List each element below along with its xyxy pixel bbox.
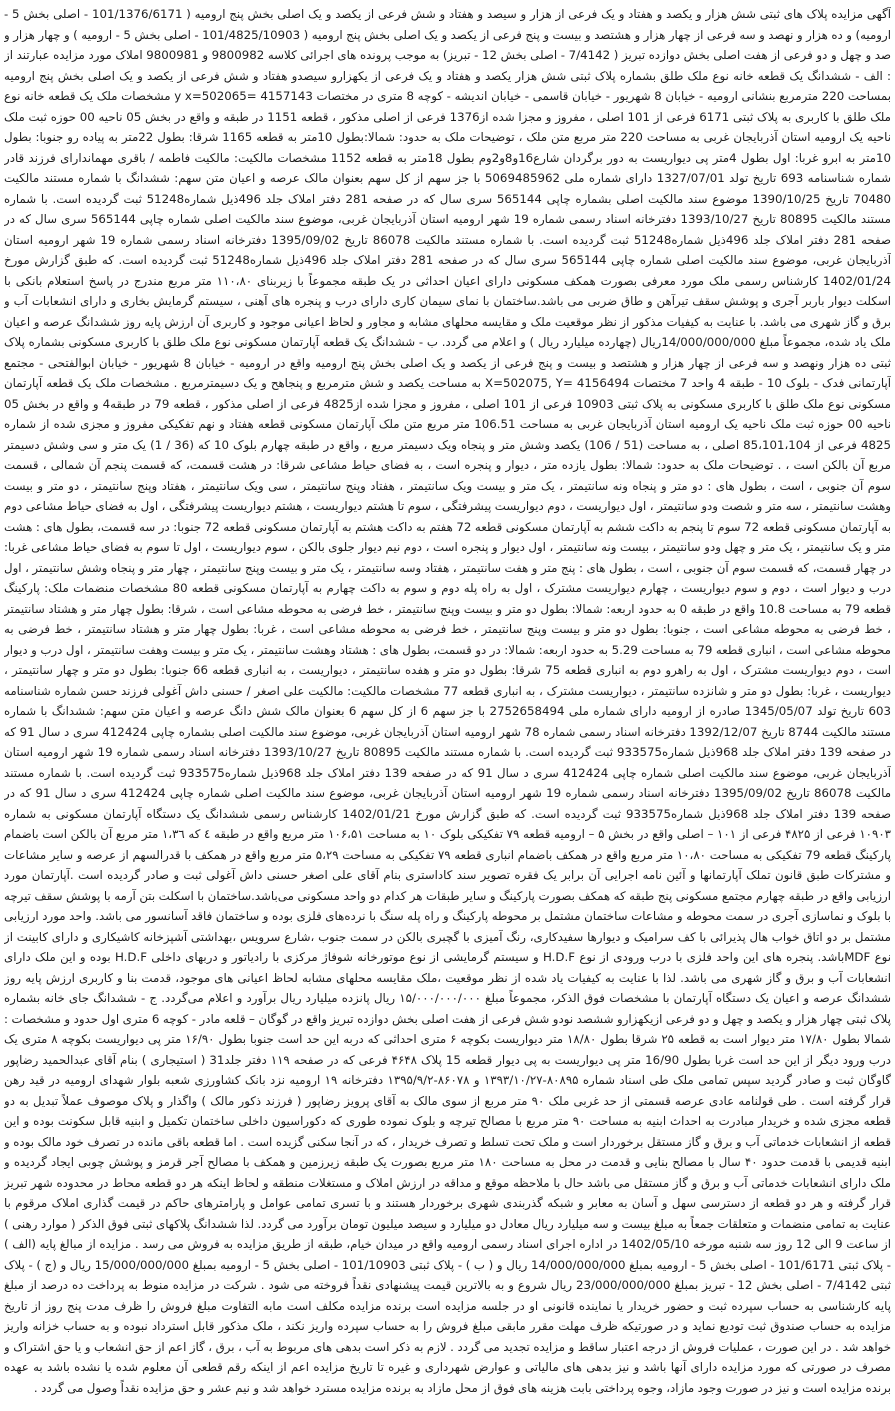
auction-notice-text xyxy=(4,4,891,1406)
notice-paragraph: آگهی مزایده پلاک های ثبتی شش هزار و یکصد و هفتاد و یک فرعی از هزار و سیصد و هفتاد و شش فرعی از یکصد و یک اصلی بخش پنج ارومیه ( 101/1376/6171 - اصلی بخش 5 - ارومیه) و ده هزار و نهصد و سه فرعی از چهار هزار و هشتصد و بیست و پنج فرعی از یکصد و یک اصلی بخش پنج ارومیه ( 101/4825/10903 - اصلی بخش 5 - ارومیه ) و چهار هزار و صد و چهل و دو فرعی از هفت اصلی بخش دوازده تبریز ( 7/4142 - اصلی بخش 12 - تبریز) به موجب پرونده های اجرائی کلاسه 9800982 و 9800981 املاک مورد مزایده عبارتند از : الف - ششدانگ یک قطعه خانه نوع ملک طلق بشماره پلاک ثبتی شش هزار یکصد و هفتاد و یک فرعی از یکهزارو سیصدو هفتاد و شش فرعی از یکصد و یک اصلی بخش پنج ارومیه بمساحت 220 مترمربع بنشانی ارومیه - خیابان 8 شهریور - خیابان قاسمی - خیابان اندیشه - کوچه 8 متری در مختصات 4157143 =y x=502065 مشخصات ملک یک قطعه خانه نوع ملک طلق با کاربری به پلاک ثبتی 6171 فرعی از 101 اصلی ، مفروز و مجزا شده از1376 فرعی از اصلی مذکور ، قطعه 1151 در طبقه و واقع در بخش 05 ناحیه 00 حوزه ثبت ملک ناحیه یک ارومیه استان آذربایجان غربی به مساحت 220 متر مربع متن ملک ، توضیحات ملک به حدود: شمالا:بطول 10متر به قطعه 1165 شرقا: بطول 22متر به پیاده رو جنوبا: بطول 10متر به ابرو غربا: اول بطول 4متر پی دیواریست به دور برگردان شارع16و8و2وم بطول 18متر به قطعه 1152 مشخصات مالکیت: مالکیت فاطمه / باقری مهماندارای فرزند قادر شماره شناسنامه 693 تاریخ تولد 1327/07/01 دارای شماره ملی 5069485962 با جز سهم از کل سهم بعنوان مالک عرصه و اعیان متن سهم: ششدانگ با شماره مستند مالکیت 70480 تاریخ 1390/10/25 موضوع سند مالکیت اصلی بشماره چاپی 565144 سری سال که در صفحه 281 دفتر املاک جلد 496ذیل شماره51248 ثبت گردیده است. با شماره مستند مالکیت 80895 تاریخ 1393/10/27 دفترخانه اسناد رسمی شماره 19 شهر ارومیه استان آذربایجان غربی، موضوع سند مالکیت اصلی شماره چاپی 565144 سری سال که در صفحه 281 دفتر املاک جلد 496ذیل شماره51248 ثبت گردیده است. با شماره مستند مالکیت 86078 تاریخ 1395/09/02 دفترخانه اسناد رسمی شماره 19 شهر ارومیه استان آذربایجان غربی، موضوع سند مالکیت اصلی شماره چاپی 565144 سری سال که در صفحه 281 دفتر املاک جلد 496ذیل شماره51248 ثبت گردیده است. که طبق گزارش مورخ 1402/01/24 کارشناس رسمی ملک مورد معرفی بصورت همکف مسکونی دارای اعیان احداثی در یک طبقه مجموعاً با زیربنای ۱۱۰،۸۰ متر مربع مندرج در پاسخ استعلام بانکی با اسکلت دیوار باربر آجری و پوشش سقف تیرآهن و طاق ضربی می باشد.ساختمان با نمای سیمان کاری دارای درب و پنجره های آهنی ، سیستم گرمایش بخاری و دارای انشعابات آب و برق و گاز شهری می باشد. با عنایت به کیفیات مذکور از نظر موقعیت ملک و مقایسه محلهای مشابه و مجاور و لحاظ اعیانی موجود و کاربری آن ارزش پایه روز ششدانگ عرصه و اعیان ملک یاد شده، مجموعاً مبلغ 14/000/000/000ریال (چهارده میلیارد ریال ) و اعلام می گردد. ب - ششدانگ یک قطعه آپارتمان مسکونی نوع ملک طلق با کاربری مسکونی بشماره پلاک ثبتی ده هزار ونهصد و سه فرعی از چهار هزار و هشتصد و بیست و پنج فرعی از یکصد و یک اصلی بخش پنج ارومیه واقع در ارومیه - خیابان 8 شهریور - خیابان ابوالفتحی - مجتمع آپارتمانی فدک - بلوک 10 - طبقه 4 واحد 7 مختصات X=502075, Y= 4156494 به مساحت یکصد و شش مترمربع و پنجاهح و یک دسیمترمربع . مشخصات ملک یک قطعه آپارتمان مسکونی نوع ملک طلق با کاربری مسکونی به پلاک ثبتی 10903 فرعی از 101 اصلی ، مفروز و مجزا شده از4825 فرعی از اصلی مذکور ، قطعه 79 در طبقه4 و واقع در بخش 05 ناحیه 00 حوزه ثبت ملک ناحیه یک ارومیه استان آذربایجان غربی به مساحت 106.51 متر مربع متن ملک آپارتمان مسکونی قطعه هفتاد و نهم تفکیکی مفروز و مجزی شده از شماره 4825 فرعی از 85،101،104 اصلی ، به مساحت (51 / 106) یکصد وشش متر و پنجاه ویک دسیمتر مربع ، واقع در طبقه چهارم بلوک 10 که (36 / 1) یک متر و سی وشش دسیمتر مربع آن بالکن است ، . توضیحات ملک به حدود: شمالا: بطول یازده متر ، دیوار و پنجره است ، به فضای حیاط مشاعی شرقا: در هشت قسمت، که قسمت پنجم آن شمالی ، قسمت سوم آن جنوبی ، است ، بطول های : دو متر و پنجاه ونه سانتیمتر ، یک متر و بیست ویک سانتیمتر ، هفتاد وپنج سانتیمتر ، سی ویک سانتیمتر ، هفتاد وپنج سانتیمتر ، دو متر و بیست وهشت سانتیمتر ، سه متر و شصت ودو سانتیمتر ، اول دیواریست ، دوم دیواریست پیشرفتگی ، سوم تا هشتم دیواریست ، هشتم دیواریست پیشرفتگی ، اول به فضای حیاط مشاعی دوم به آپارتمان مسکونی قطعه 72 سوم تا پنجم به داکت ششم به آپارتمان مسکونی قطعه 72 هفتم به داکت هشتم به آپارتمان مسکونی قطعه 72 جنوبا: در سه قسمت، بطول های : هشت متر و یک سانتیمتر ، یک متر و چهل ودو سانتیمتر ، بیست ونه سانتیمتر ، اول دیوار و پنجره است ، دوم نیم دیوار جلوی بالکن ، سوم دیواریست ، اول تا سوم به فضای حیاط مشاعی غربا: در چهار قسمت، که قسمت سوم آن جنوبی ، است ، بطول های : پنج متر و هفت سانتیمتر ، هفتاد وسه سانتیمتر ، یک متر و بیست وپنج سانتیمتر ، چهار متر و پنجاه وشش سانتیمتر ، اول درب و دیوار است ، دوم و سوم دیواریست ، چهارم دیواریست مشترک ، اول به راه پله دوم و سوم به داکت چهارم به آپارتمان مسکونی قطعه 80 مشخصات منضمات ملک: پارکینگ قطعه 79 به مساحت 10.8 واقع در طبقه 0 به حدود اربعه: شمالا: بطول دو متر و بیست وپنج سانتیمتر ، خط فرضی به محوطه مشاعی است ، شرقا: بطول چهار متر و هشتاد سانتیمتر ، خط فرضی به محوطه مشاعی است ، جنوبا: بطول دو متر و بیست وپنج سانتیمتر ، خط فرضی به محوطه مشاعی است ، غربا: بطول چهار متر و هشتاد سانتیمتر ، خط فرضی به محوطه مشاعی است ، انباری قطعه 79 به مساحت 5.29 به حدود اربعه: شمالا: در دو قسمت، بطول های : هشتاد وهشت سانتیمتر ، یک متر و بیست وهفت سانتیمتر ، اول درب و دیوار است ، دوم دیواریست مشترک ، اول به راهرو دوم به انباری قطعه 75 شرقا: بطول دو متر و هفده سانتیمتر ، دیواریست ، به انباری قطعه 66 جنوبا: بطول دو متر و چهار سانتیمتر ، دیواریست ، غربا: بطول دو متر و شانزده سانتیمتر ، دیواریست مشترک ، به انباری قطعه 77 مشخصات مالکیت: مالکیت علی اصغر / حسنی داش آغولی فرزند حسن شماره شناسنامه 603 تاریخ تولد 1345/05/07 صادره از ارومیه دارای شماره ملی 2752658494 با جز سهم 6 از کل سهم 6 بعنوان مالک شش دانگ عرصه و اعیان متن سهم: ششدانگ با شماره مستند مالکیت 8744 تاریخ 1392/12/07 دفترخانه اسناد رسمی شماره 78 شهر ارومیه استان آذربایجان غربی، موضوع سند مالکیت اصلی بشماره چاپی 412424 سری د سال 91 که در صفحه 139 دفتر املاک جلد 968ذیل شماره933575 ثبت گردیده است. با شماره مستند مالکیت 80895 تاریخ 1393/10/27 دفترخانه اسناد رسمی شماره 19 شهر ارومیه استان آذربایجان غربی، موضوع سند مالکیت اصلی شماره چاپی 412424 سری د سال 91 که در صفحه 139 دفتر املاک جلد 968ذیل شماره933575 ثبت گردیده است. با شماره مستند مالکیت 86078 تاریخ 1395/09/02 دفترخانه اسناد رسمی شماره 19 شهر ارومیه استان آذربایجان غربی، موضوع سند مالکیت اصلی شماره چاپی 412424 سری د سال 91 که در صفحه 139 دفتر املاک جلد 968ذیل شماره933575 ثبت گردیده است. که طبق گزارش مورخ 1402/01/21 کارشناس رسمی ششدانگ یک دستگاه آپارتمان مسکونی به شماره ۱۰۹۰۳ فرعی از ۴۸۲۵ فرعی از ۱۰۱ – اصلی واقع در بخش ۵ – ارومیه قطعه ۷۹ تفکیکی بلوک ۱۰ به مساحت ۱۰۶،۵۱ متر مربع واقع در طبقه ٤ که ۱،۳٦ متر مربع آن بالکن است باضمام پارکینگ قطعه 79 تفکیکی به مساحت ۱۰،۸۰ متر مربع واقع در همکف باضمام انباری قطعه ۷۹ تفکیکی به مساحت ۵،۲۹ متر مربع واقع در همکف با قدرالسهم از عرصه و سایر مشاعات و مشترکات طبق قانون تملک آپارتمانها و آئین نامه اجرایی آن برابر یک فقره تصویر سند کاداستری بنام آقای علی اصغر حسنی داش آغولی ثبت و صادر گردیده است .آپارتمان مورد ارزیابی واقع در طبقه چهارم مجتمع مسکونی پنج طبقه که همکف بصورت پارکینگ و سایر طبقات هر کدام دو واحد مسکونی می‌باشد.ساختمان با اسکلت بتن آرمه با پوشش سقف تیرچه با بلوک و نماسازی آجری در سمت محوطه و مشاعات ساختمان مشتمل بر محوطه پارکینگ و راه پله سنگ با نرده‌های فلزی بوده و ساختمان فاقد آسانسور می باشد. واحد مورد ارزیابی مشتمل بر دو اتاق خواب هال پذیرائی با کف سرامیک و دیوارها سفیدکاری، رنگ آمیزی با گچبری بالکن در سمت جنوب ،شارع سرویس ،بهداشتی آشپزخانه کاشیکاری و دارای کابینت از نوع MDFباشد. پنجره های این واحد فلزی با درب ورودی از نوع H.D.F و سیستم گرمایشی از نوع موتورخانه شوفاژ مرکزی با رادیاتور و دربهای داخلی H.D.F بوده و این ملک دارای انشعابات آب و برق و گاز شهری می باشد. لذا با عنایت به کیفیات یاد شده از نظر موقعیت ،ملک مقایسه محلهای مشابه لحاظ اعیانی های موجود، قدمت بنا و کاربری ارزش پایه روز ششدانگ عرصه و اعیان یک دستگاه آپارتمان با مشخصات فوق الذکر، مجموعاً مبلغ ۱۵/۰۰۰/۰۰۰/۰۰۰ ریال پانزده میلیارد ریال برآورد و اعلام می‌گردد. ج - ششدانگ جای خانه بشماره پلاک ثبتی چهار هزار و یکصد و چهل و دو فرعی ازیکهزارو ششصد نودو شش فرعی از هفت اصلی بخش دوازده تبریز واقع در گوگان – قلعه مادر - کوچه 6 متری اول حدود و مشخصات : شمالا بطول ۱۷/۸۰ متر دیوار است به قطعه ۲۵ شرقا بطول ۱۸/۸۰ متر دیواریست بکوچه ۶ متری احداثی که دربه این حد است جنوبا بطول ۱۶/۹۰ متر پی دیواریست بکوچه ۸ متری یک درب ورود دیگر از این حد است غربا بطول 16/90 متر پی دیواریست به پی دیوار قطعه 15 پلاک ۴۶۴۸ فرعی که در صفحه ۱۱۹ دفتر جلد31 ( استیجاری ) بنام آقای عبدالحمید رضاپور گاوگان ثبت و صادر گردید سپس تمامی ملک طی اسناد شماره ۸۰۸۹۵-۱۳۹۳/۱۰/۲۷ و ۸۶۰۷۸-۱۳۹۵/۹/۲ دفترخانه ۱۹ ارومیه نزد بانک کشاورزی شعبه بلوار شهدای ارومیه در قید رهن قرار گرفته است . طی قولنامه عادی عرصه قسمتی از حد غربی ملک ۹۰ متر مربع از سوی مالک به آقای پرویز رضاپور ( فرزند ذکور مالک ) واگذار و پلاک موصوف عملاً تبدیل به دو قطعه مجزی شده و خریدار مبادرت به احداث ابنیه به مساحت ۹۰ متر مربع با مصالح تیرچه و بلوک نموده طوری که دکوراسیون داخلی ساختمان تکمیل و ابنیه قابل سکونت بوده و این قطعه از انشعابات خدماتی آب و برق و گاز مستقل برخوردار است و ملک تحت تسلط و تصرف خریدار ، که در آنجا سکنی گزیده است . اما قطعه باقی مانده در تصرف خود مالک بوده و ابنیه قدیمی با قدمت حدود ۴۰ سال با مصالح بنایی و قدمت در محل به مساحت ۱۸۰ متر مربع بصورت یک طبقه زیرزمین و همکف با مصالح آجر قرمز و پوشش چوبی ایجاد گردیده و ملک دارای انشعابات خدماتی آب و برق و گاز مستقل می باشد حال با ملاحظه موقع و مداقه در ارزش املاک و مستغلات منطقه و لحاظ اینکه هر دو قطعه محاط در محدوده شهر تبریز قرار گرفته و هر دو قطعه از دسترسی سهل و آسان به معابر و شبکه گذربندی شهری برخوردار هستند و با تسری تمامی عوامل و پارامترهای حاکم در قیمت گذاری املاک مرقوم با عنایت به تمامی منضمات و متعلقات جمعاً به مبلغ بیست و سه میلیارد ریال معادل دو میلیارد و سیصد میلیون تومان برآورد می گردد. لذا ششدانگ پلاکهای ثبتی فوق الذکر ( موارد رهنی ) از ساعت 9 الی 12 روز سه شنبه مورخه 1402/05/10 در اداره اجرای اسناد رسمی ارومیه واقع در میدان خیام، طبقه از طریق مزایده به فروش می رسد . مزایده از مبالغ پایه (الف ) - پلاک ثبتی 101/6171 - اصلی بخش 5 - ارومیه بمبلغ 14/000/000/000 ریال و ( ب ) - پلاک ثبتی 101/10903 - اصلی بخش 5 - ارومیه بمبلغ 15/000/000/000 ریال و (ج ) - پلاک ثبتی 7/4142 - اصلی بخش 12 - تبریز بمبلغ 23/000/000/000 ریال شروع و به بالاترین قیمت پیشنهادی نقداً فروخته می شود . شرکت در مزایده منوط به پرداخت ده درصد از مبلغ پایه کارشناسی به حساب سپرده ثبت و حضور خریدار یا نماینده قانونی او در جلسه مزایده است برنده مزایده مکلف است مابه التفاوت مبلغ فروش را ظرف مدت پنج روز از تاریخ مزایده به حساب صندوق ثبت تودیع نماید و در صورتیکه ظرف مهلت مقرر مابقی مبلغ فروش را به حساب سپرده واریز نکند ، ملک مذکور قابل استرداد نبوده و به حساب خزانه واریز خواهد شد . در این صورت ، عملیات فروش از درجه اعتبار ساقط و مزایده تجدید می گردد . لازم به ذکر است بدهی های مربوط به آب ، برق ، گاز اعم از حق انشعاب و یا حق اشتراک و مصرف در صورتی که مورد مزایده دارای آنها باشد و نیز بدهی های مالیاتی و عوارض شهرداری و غیره تا تاریخ مزایده اعم از اینکه رقم قطعی آن معلوم شده یا نشده باشد به عهده برنده مزایده است و نیز در صورت وجود مازاد، وجوه پرداختی بابت هزینه های فوق از محل مازاد به برنده مزایده مسترد خواهد شد و نیم عشر و حق مزایده نقداً وصول می گردد . xyxy=(4,7,891,1395)
